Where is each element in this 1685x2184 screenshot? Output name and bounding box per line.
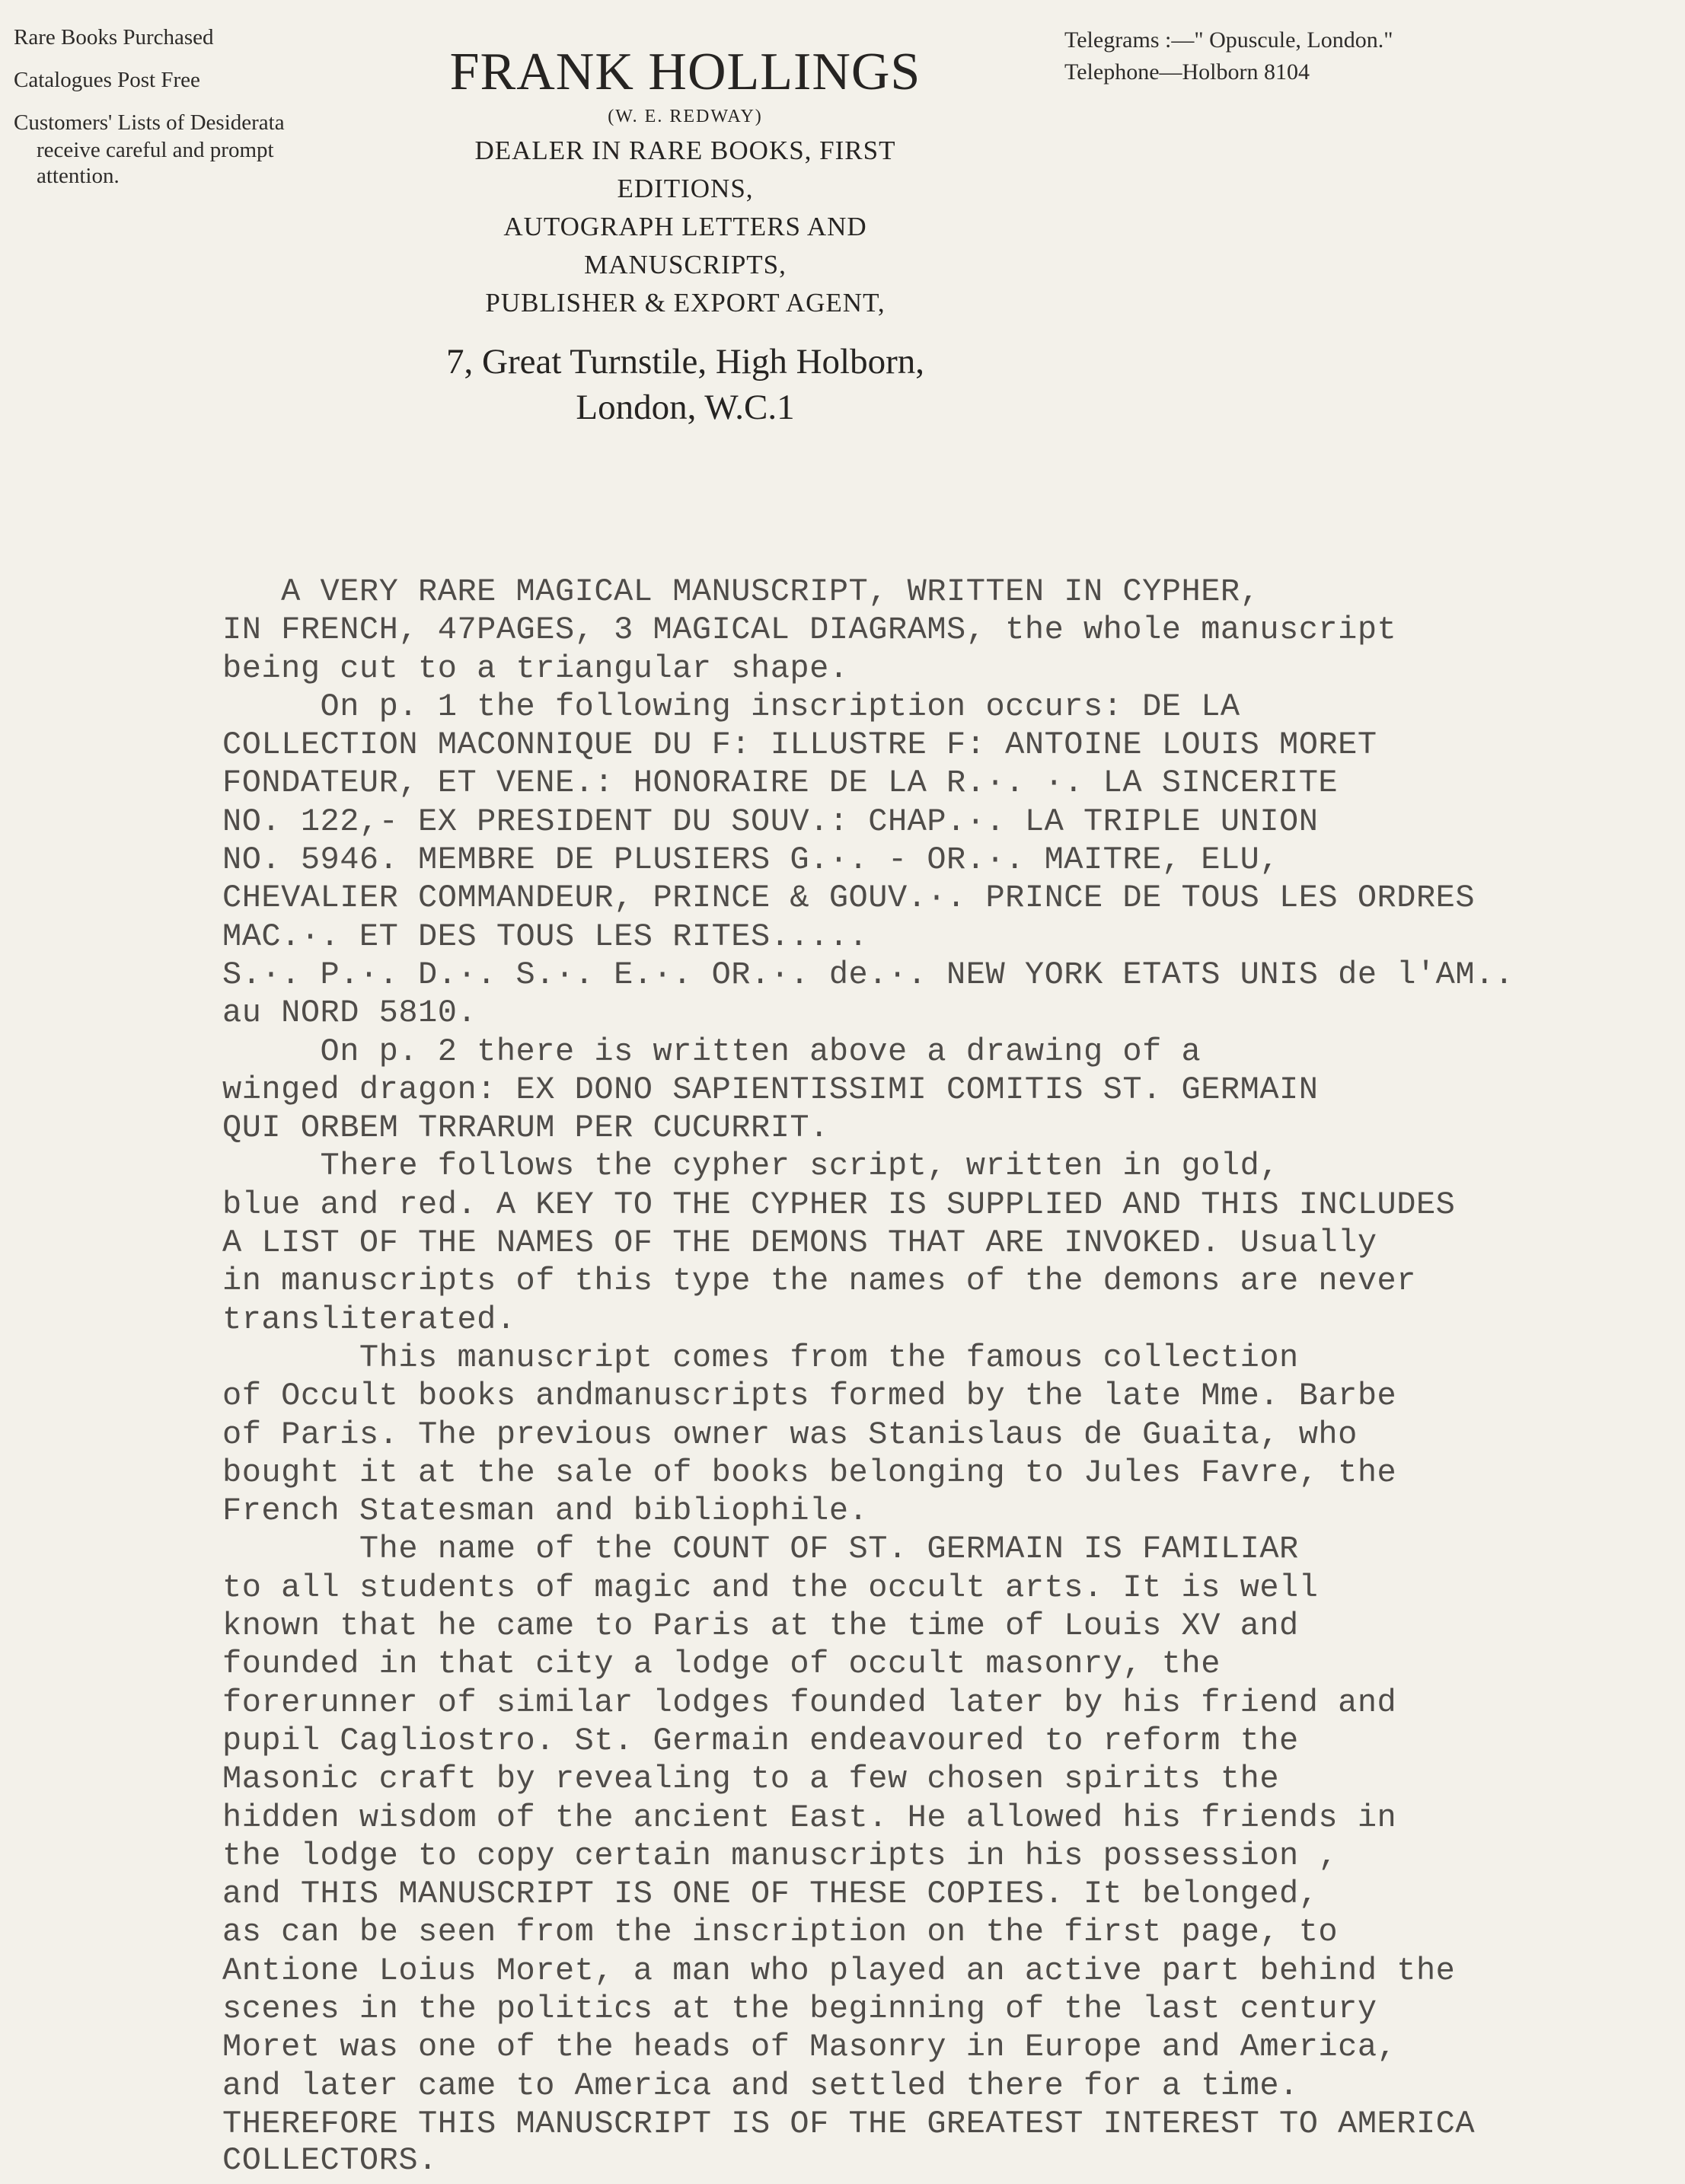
dealer-description-line-3: PUBLISHER & EXPORT AGENT, <box>485 288 886 318</box>
body-line: Moret was one of the heads of Masonry in Europe and America, <box>222 2029 1397 2066</box>
body-line: scenes in the politics at the beginning of the last century <box>222 1990 1377 2027</box>
body-line: A LIST OF THE NAMES OF THE DEMONS THAT ARE INVOKED. Usually <box>222 1225 1377 1262</box>
desiderata-line-3: attention. <box>37 164 120 188</box>
desiderata-line-2: receive careful and prompt <box>37 138 274 162</box>
body-line: as can be seen from the inscription on the first page, to <box>222 1914 1339 1951</box>
body-line: CHEVALIER COMMANDEUR, PRINCE & GOUV.·. PRINCE DE TOUS LES ORDRES <box>222 880 1476 917</box>
letterhead-right-contacts <box>1064 24 1491 88</box>
body-line: being cut to a triangular shape. <box>222 650 849 687</box>
body-line: forerunner of similar lodges founded later by his friend and <box>222 1684 1397 1721</box>
body-line: to all students of magic and the occult arts. It is well <box>222 1569 1319 1606</box>
body-line: in manuscripts of this type the names of the demons are never <box>222 1263 1416 1300</box>
body-line: of Paris. The previous owner was Stanislaus de Guaita, who <box>222 1416 1358 1453</box>
body-line: of Occult books andmanuscripts formed by the late Mme. Barbe <box>222 1378 1397 1415</box>
typed-letter-body <box>222 573 1669 2179</box>
body-line: French Statesman and bibliophile. <box>222 1493 869 1530</box>
body-line: On p. 1 the following inscription occurs: DE LA <box>222 688 1240 725</box>
body-line: There follows the cypher script, written in gold, <box>222 1148 1280 1185</box>
desiderata-note <box>14 108 410 189</box>
body-line: transliterated. <box>222 1301 516 1338</box>
body-line: the lodge to copy certain manuscripts in his possession , <box>222 1837 1339 1874</box>
body-line: QUI ORBEM TRRARUM PER CUCURRIT. <box>222 1110 829 1147</box>
body-line: S.·. P.·. D.·. S.·. E.·. OR.·. de.·. NEW YORK ETATS UNIS de l'AM.. <box>222 956 1514 993</box>
body-line: and later came to America and settled there for a time. <box>222 2067 1299 2104</box>
desiderata-line-1: Customers' Lists of Desiderata <box>14 110 285 135</box>
address-line-2: London, W.C.1 <box>576 388 795 427</box>
body-line: COLLECTION MACONNIQUE DU F: ILLUSTRE F: ANTOINE LOUIS MORET <box>222 726 1377 764</box>
body-line: This manuscript comes from the famous collection <box>222 1339 1299 1376</box>
body-line: On p. 2 there is written above a drawing of a <box>222 1033 1202 1070</box>
letterhead-center <box>426 42 944 430</box>
body-line: winged dragon: EX DONO SAPIENTISSIMI COMITIS ST. GERMAIN <box>222 1071 1319 1108</box>
catalogues-note: Catalogues Post Free <box>14 68 200 92</box>
dealer-description-line-1: DEALER IN RARE BOOKS, FIRST EDITIONS, <box>474 136 896 203</box>
body-line: IN FRENCH, 47PAGES, 3 MAGICAL DIAGRAMS, the whole manuscript <box>222 611 1397 649</box>
body-line: A VERY RARE MAGICAL MANUSCRIPT, WRITTEN IN CYPHER, <box>222 573 1260 610</box>
body-line: Masonic craft by revealing to a few chosen spirits the <box>222 1761 1280 1798</box>
body-line: blue and red. A KEY TO THE CYPHER IS SUPPLIED AND THIS INCLUDES <box>222 1186 1456 1223</box>
body-line: and THIS MANUSCRIPT IS ONE OF THESE COPIES. It belonged, <box>222 1876 1319 1913</box>
dealer-name: FRANK HOLLINGS <box>449 43 921 101</box>
telegrams-line: Telegrams :—" Opuscule, London." <box>1064 27 1393 53</box>
body-line: MAC.·. ET DES TOUS LES RITES..... <box>222 918 869 955</box>
body-line: FONDATEUR, ET VENE.: HONORAIRE DE LA R.·. ·. LA SINCERITE <box>222 765 1339 802</box>
body-line: known that he came to Paris at the time of Louis XV and <box>222 1608 1299 1645</box>
body-line: founded in that city a lodge of occult masonry, the <box>222 1646 1221 1683</box>
body-line: NO. 5946. MEMBRE DE PLUSIERS G.·. - OR.·. MAITRE, ELU, <box>222 841 1280 879</box>
dealer-description-line-2: AUTOGRAPH LETTERS AND MANUSCRIPTS, <box>503 212 867 279</box>
rare-books-note: Rare Books Purchased <box>14 25 214 49</box>
body-line: hidden wisdom of the ancient East. He allowed his friends in <box>222 1799 1397 1836</box>
address-line-1: 7, Great Turnstile, High Holborn, <box>446 342 924 382</box>
body-line: Antione Loius Moret, a man who played an active part behind the <box>222 1952 1456 1989</box>
body-line: NO. 122,- EX PRESIDENT DU SOUV.: CHAP.·. LA TRIPLE UNION <box>222 803 1319 840</box>
body-line: THEREFORE THIS MANUSCRIPT IS OF THE GREATEST INTEREST TO AMERICA <box>222 2105 1476 2142</box>
dealer-subname: (W. E. REDWAY) <box>608 107 763 126</box>
letterhead-left-notes <box>14 23 410 189</box>
body-line: The name of the COUNT OF ST. GERMAIN IS FAMILIAR <box>222 1531 1299 1568</box>
body-line: au NORD 5810. <box>222 995 477 1032</box>
telephone-line: Telephone—Holborn 8104 <box>1064 59 1310 85</box>
body-line: COLLECTORS. <box>222 2142 438 2179</box>
body-line: pupil Cagliostro. St. Germain endeavoured to reform the <box>222 1722 1299 1759</box>
body-line: bought it at the sale of books belonging to Jules Favre, the <box>222 1454 1397 1491</box>
